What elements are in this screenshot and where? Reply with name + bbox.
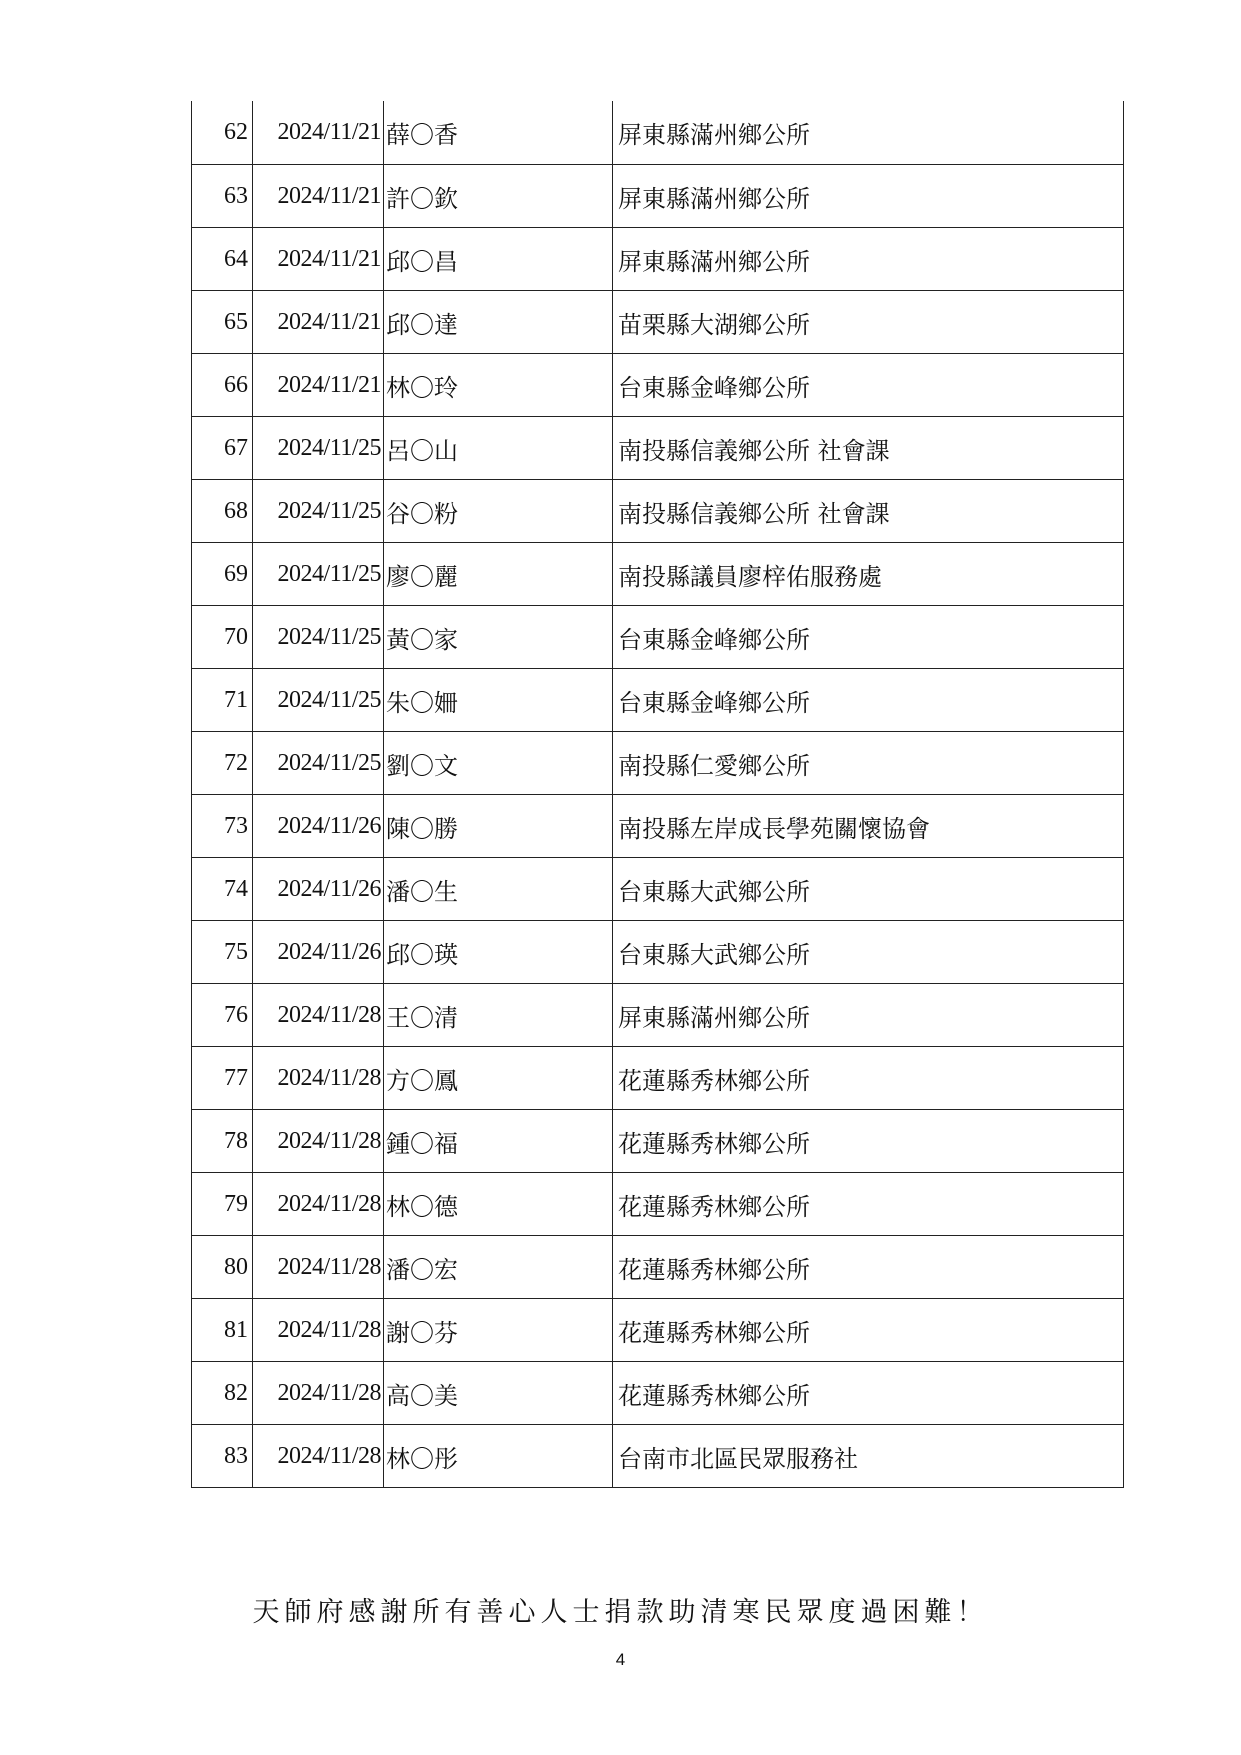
donor-name: 邱〇昌 [384, 228, 613, 291]
donation-date: 2024/11/21 [253, 354, 384, 417]
donor-name: 朱〇姍 [384, 669, 613, 732]
donation-date: 2024/11/28 [253, 1173, 384, 1236]
donation-date: 2024/11/25 [253, 480, 384, 543]
donation-date: 2024/11/26 [253, 858, 384, 921]
row-number: 76 [192, 984, 253, 1047]
row-number: 63 [192, 165, 253, 228]
donation-table-body [192, 101, 1124, 1488]
donor-name: 潘〇宏 [384, 1236, 613, 1299]
organization: 苗栗縣大湖鄉公所 [613, 291, 1124, 354]
donor-name: 薛〇香 [384, 101, 613, 165]
row-number: 78 [192, 1110, 253, 1173]
donor-name: 鍾〇福 [384, 1110, 613, 1173]
organization: 南投縣仁愛鄉公所 [613, 732, 1124, 795]
page-number: 4 [615, 1650, 626, 1669]
table-row [192, 669, 1124, 732]
donation-date: 2024/11/28 [253, 1425, 384, 1488]
row-number: 74 [192, 858, 253, 921]
table-row [192, 606, 1124, 669]
row-number: 68 [192, 480, 253, 543]
table-row [192, 921, 1124, 984]
table-row [192, 732, 1124, 795]
organization: 屏東縣滿州鄉公所 [613, 101, 1124, 165]
donor-name: 方〇鳳 [384, 1047, 613, 1110]
organization: 台東縣金峰鄉公所 [613, 354, 1124, 417]
row-number: 81 [192, 1299, 253, 1362]
organization: 南投縣左岸成長學苑關懷協會 [613, 795, 1124, 858]
table-row [192, 417, 1124, 480]
organization: 台東縣金峰鄉公所 [613, 669, 1124, 732]
row-number: 69 [192, 543, 253, 606]
table-row [192, 1362, 1124, 1425]
organization: 屏東縣滿州鄉公所 [613, 228, 1124, 291]
row-number: 66 [192, 354, 253, 417]
organization: 南投縣信義鄉公所 社會課 [613, 480, 1124, 543]
organization: 花蓮縣秀林鄉公所 [613, 1362, 1124, 1425]
organization: 花蓮縣秀林鄉公所 [613, 1047, 1124, 1110]
row-number: 64 [192, 228, 253, 291]
donation-date: 2024/11/28 [253, 1236, 384, 1299]
organization: 台東縣大武鄉公所 [613, 858, 1124, 921]
table-row [192, 543, 1124, 606]
row-number: 80 [192, 1236, 253, 1299]
donation-date: 2024/11/26 [253, 795, 384, 858]
table-row [192, 165, 1124, 228]
row-number: 75 [192, 921, 253, 984]
organization: 花蓮縣秀林鄉公所 [613, 1236, 1124, 1299]
donor-name: 陳〇勝 [384, 795, 613, 858]
donor-name: 謝〇芬 [384, 1299, 613, 1362]
row-number: 72 [192, 732, 253, 795]
organization: 南投縣信義鄉公所 社會課 [613, 417, 1124, 480]
table-row [192, 228, 1124, 291]
donor-name: 林〇玲 [384, 354, 613, 417]
row-number: 82 [192, 1362, 253, 1425]
table-row [192, 795, 1124, 858]
row-number: 77 [192, 1047, 253, 1110]
donor-name: 許〇欽 [384, 165, 613, 228]
row-number: 70 [192, 606, 253, 669]
donor-name: 廖〇麗 [384, 543, 613, 606]
table-row [192, 1110, 1124, 1173]
table-row [192, 480, 1124, 543]
donor-name: 呂〇山 [384, 417, 613, 480]
donation-date: 2024/11/25 [253, 732, 384, 795]
table-row [192, 1236, 1124, 1299]
donation-date: 2024/11/21 [253, 228, 384, 291]
donor-name: 林〇彤 [384, 1425, 613, 1488]
donation-date: 2024/11/28 [253, 984, 384, 1047]
organization: 花蓮縣秀林鄉公所 [613, 1299, 1124, 1362]
organization: 台東縣金峰鄉公所 [613, 606, 1124, 669]
donation-date: 2024/11/21 [253, 165, 384, 228]
row-number: 71 [192, 669, 253, 732]
donation-table [191, 101, 1124, 1488]
donation-date: 2024/11/21 [253, 291, 384, 354]
donor-name: 潘〇生 [384, 858, 613, 921]
donation-date: 2024/11/21 [253, 101, 384, 165]
row-number: 73 [192, 795, 253, 858]
organization: 台南市北區民眾服務社 [613, 1425, 1124, 1488]
donor-name: 高〇美 [384, 1362, 613, 1425]
donation-date: 2024/11/28 [253, 1110, 384, 1173]
donation-date: 2024/11/26 [253, 921, 384, 984]
row-number: 65 [192, 291, 253, 354]
organization: 台東縣大武鄉公所 [613, 921, 1124, 984]
table-row [192, 101, 1124, 165]
donation-date: 2024/11/28 [253, 1047, 384, 1110]
table-row [192, 984, 1124, 1047]
row-number: 79 [192, 1173, 253, 1236]
donor-name: 黃〇家 [384, 606, 613, 669]
donor-name: 林〇德 [384, 1173, 613, 1236]
donor-name: 谷〇粉 [384, 480, 613, 543]
table-row [192, 858, 1124, 921]
donor-name: 邱〇達 [384, 291, 613, 354]
table-row [192, 1047, 1124, 1110]
table-row [192, 1173, 1124, 1236]
donation-date: 2024/11/25 [253, 606, 384, 669]
donation-date: 2024/11/25 [253, 669, 384, 732]
organization: 屏東縣滿州鄉公所 [613, 165, 1124, 228]
organization: 南投縣議員廖梓佑服務處 [613, 543, 1124, 606]
table-row [192, 1425, 1124, 1488]
donor-name: 王〇清 [384, 984, 613, 1047]
organization: 屏東縣滿州鄉公所 [613, 984, 1124, 1047]
table-row [192, 354, 1124, 417]
row-number: 62 [192, 101, 253, 165]
organization: 花蓮縣秀林鄉公所 [613, 1110, 1124, 1173]
donation-date: 2024/11/25 [253, 417, 384, 480]
donation-date: 2024/11/28 [253, 1299, 384, 1362]
donor-name: 邱〇瑛 [384, 921, 613, 984]
table-row [192, 291, 1124, 354]
donation-date: 2024/11/25 [253, 543, 384, 606]
row-number: 83 [192, 1425, 253, 1488]
organization: 花蓮縣秀林鄉公所 [613, 1173, 1124, 1236]
donation-date: 2024/11/28 [253, 1362, 384, 1425]
table-row [192, 1299, 1124, 1362]
thanks-message: 天師府感謝所有善心人士捐款助清寒民眾度過困難！ [252, 1597, 989, 1628]
row-number: 67 [192, 417, 253, 480]
donor-name: 劉〇文 [384, 732, 613, 795]
